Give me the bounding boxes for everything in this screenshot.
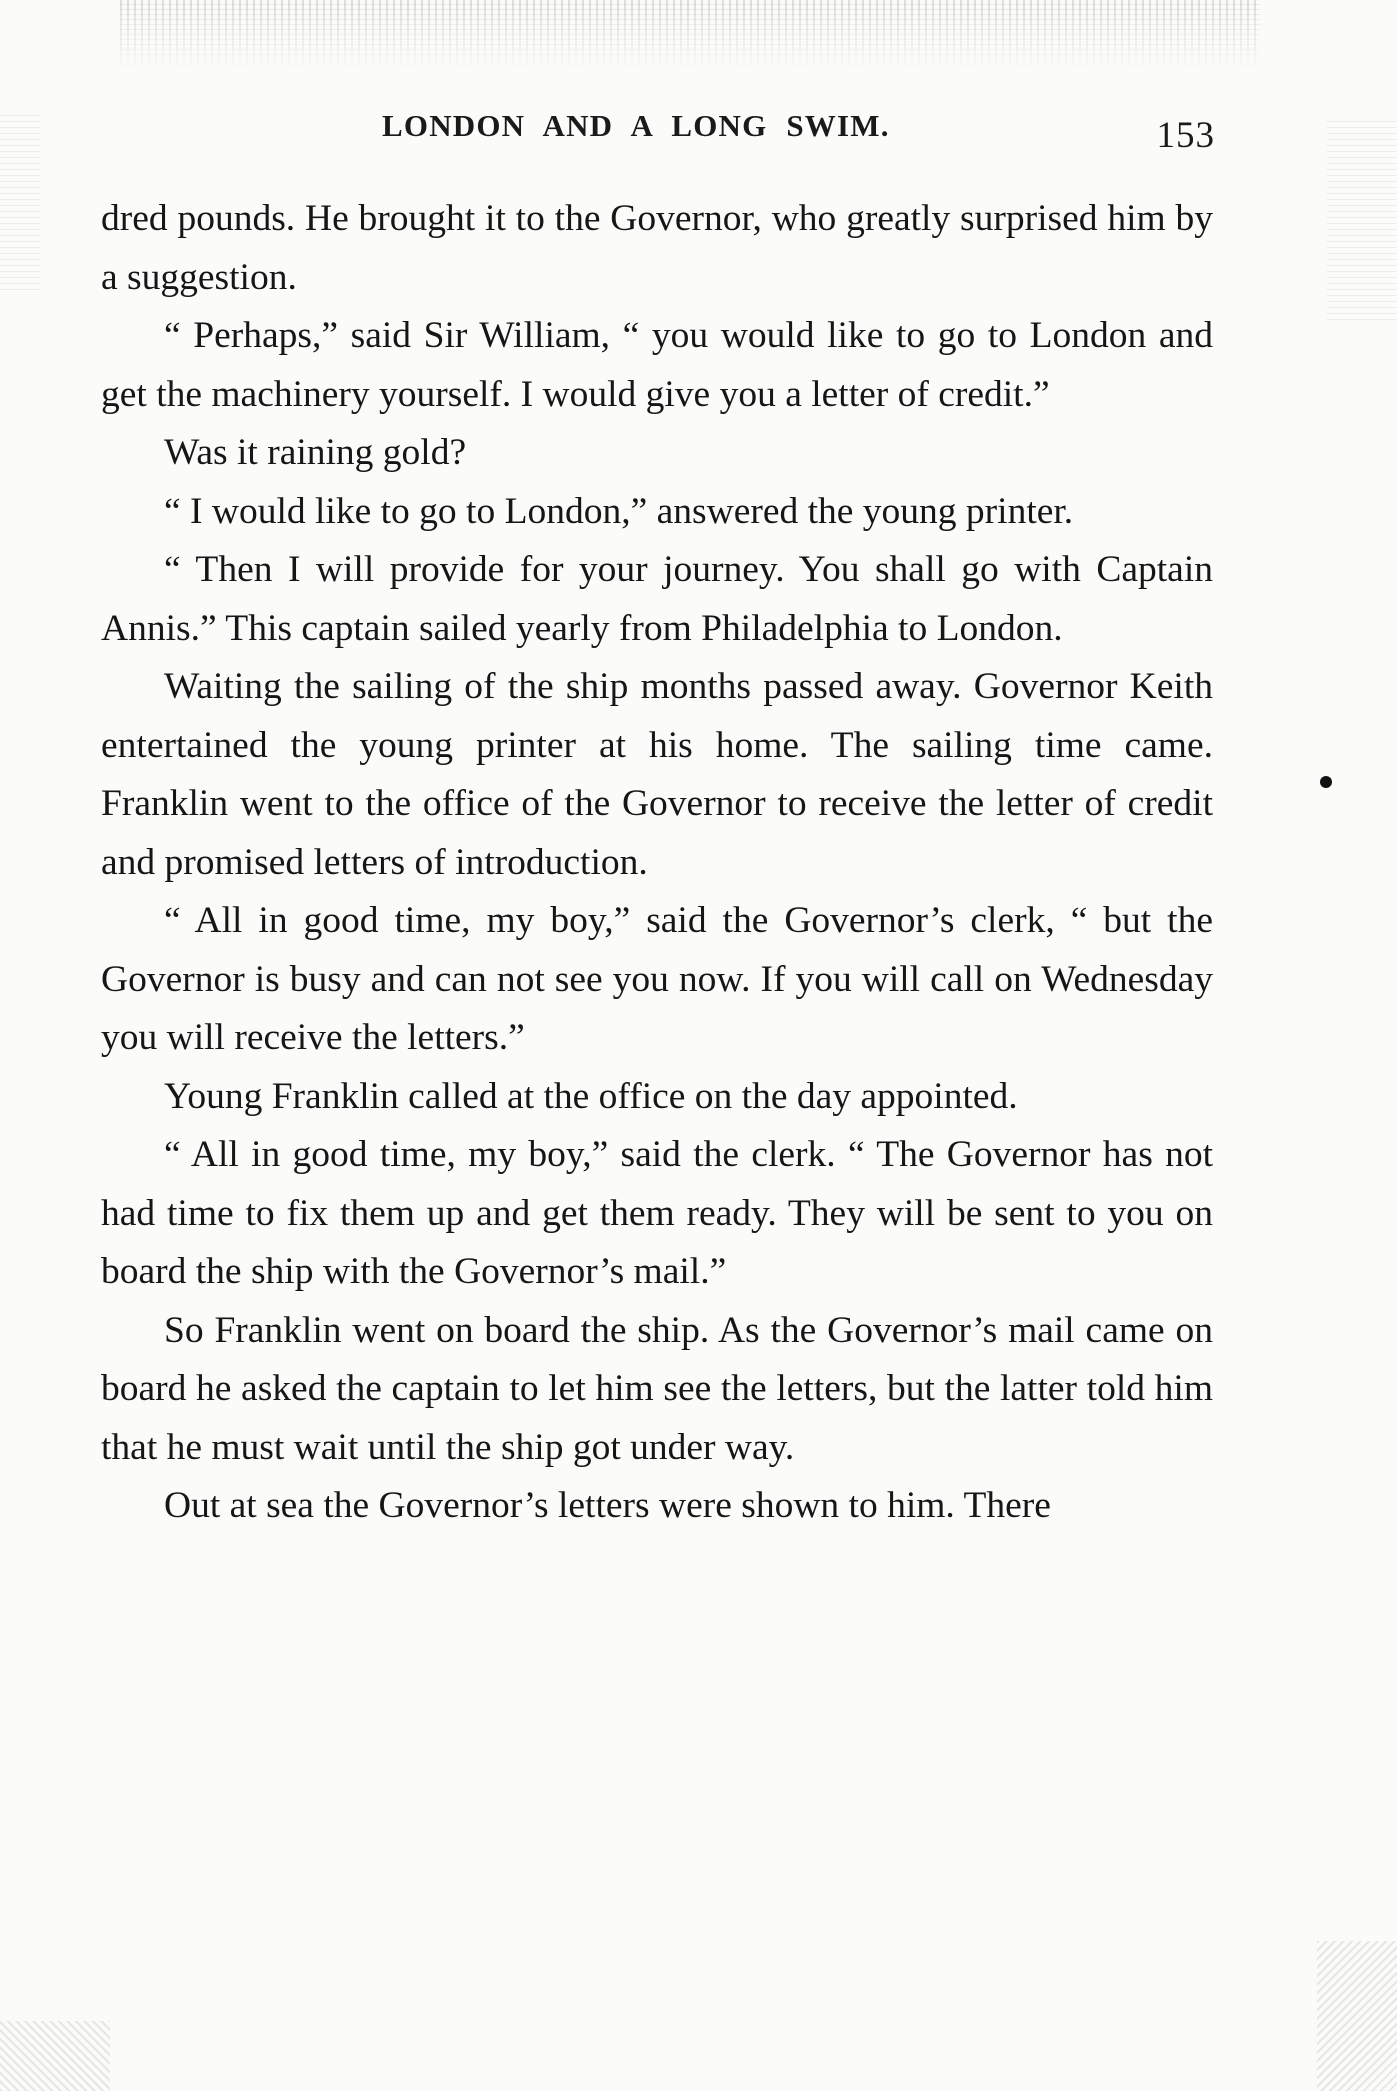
paragraph: Out at sea the Governor’s letters were shown to him. There (164, 1485, 1051, 1526)
paragraph: So Franklin went on board the ship. As the Governor’s mail came on board he asked the captain to let him see the letters, but the latter told him that he must wait until the ship got under way. (101, 1309, 1213, 1468)
paragraph: “ All in good time, my boy,” said the clerk. “ The Governor has not had time to fix them up and get them ready. They will be sent to you on board the ship with the Governor’s mail.” (101, 1134, 1213, 1292)
paragraph: Was it raining gold? (164, 432, 467, 473)
paragraph: “ I would like to go to London,” answered the young printer. (164, 490, 1074, 532)
scan-noise-top (120, 0, 1260, 70)
running-title: LONDON AND A LONG SWIM. (382, 108, 890, 143)
scan-noise-bottom-right (1317, 1941, 1397, 2091)
paragraph: “ All in good time, my boy,” said the Governor’s clerk, “ but the Governor is busy and can not see you now. If you will call on Wednesday you will receive the letters.” (101, 900, 1213, 1058)
scan-noise-left-edge (0, 110, 40, 290)
paragraph: “ Then I will provide for your journey. You shall go with Captain Annis.” This captain sailed yearly from Philadelphia to London. (101, 549, 1213, 649)
body-text (101, 190, 1213, 1536)
paragraph: dred pounds. He brought it to the Governor, who greatly surprised him by a suggestion. (101, 198, 1213, 298)
scan-noise-right-edge (1327, 120, 1397, 320)
page-number: 153 (1156, 115, 1215, 156)
paragraph: Waiting the sailing of the ship months passed away. Governor Keith entertained the young printer at his home. The sailing time came. Franklin went to the office of the Governor to receive the letter of credit and promised letters of introduction. (101, 666, 1213, 883)
paragraph: “ Perhaps,” said Sir William, “ you would like to go to London and get the machinery yourself. I would give you a letter of credit.” (101, 315, 1213, 415)
margin-ink-dot (1320, 776, 1332, 788)
scan-noise-bottom-left (0, 2021, 110, 2091)
running-head (100, 108, 1215, 158)
paragraph: Young Franklin called at the office on the day appointed. (164, 1075, 1018, 1117)
